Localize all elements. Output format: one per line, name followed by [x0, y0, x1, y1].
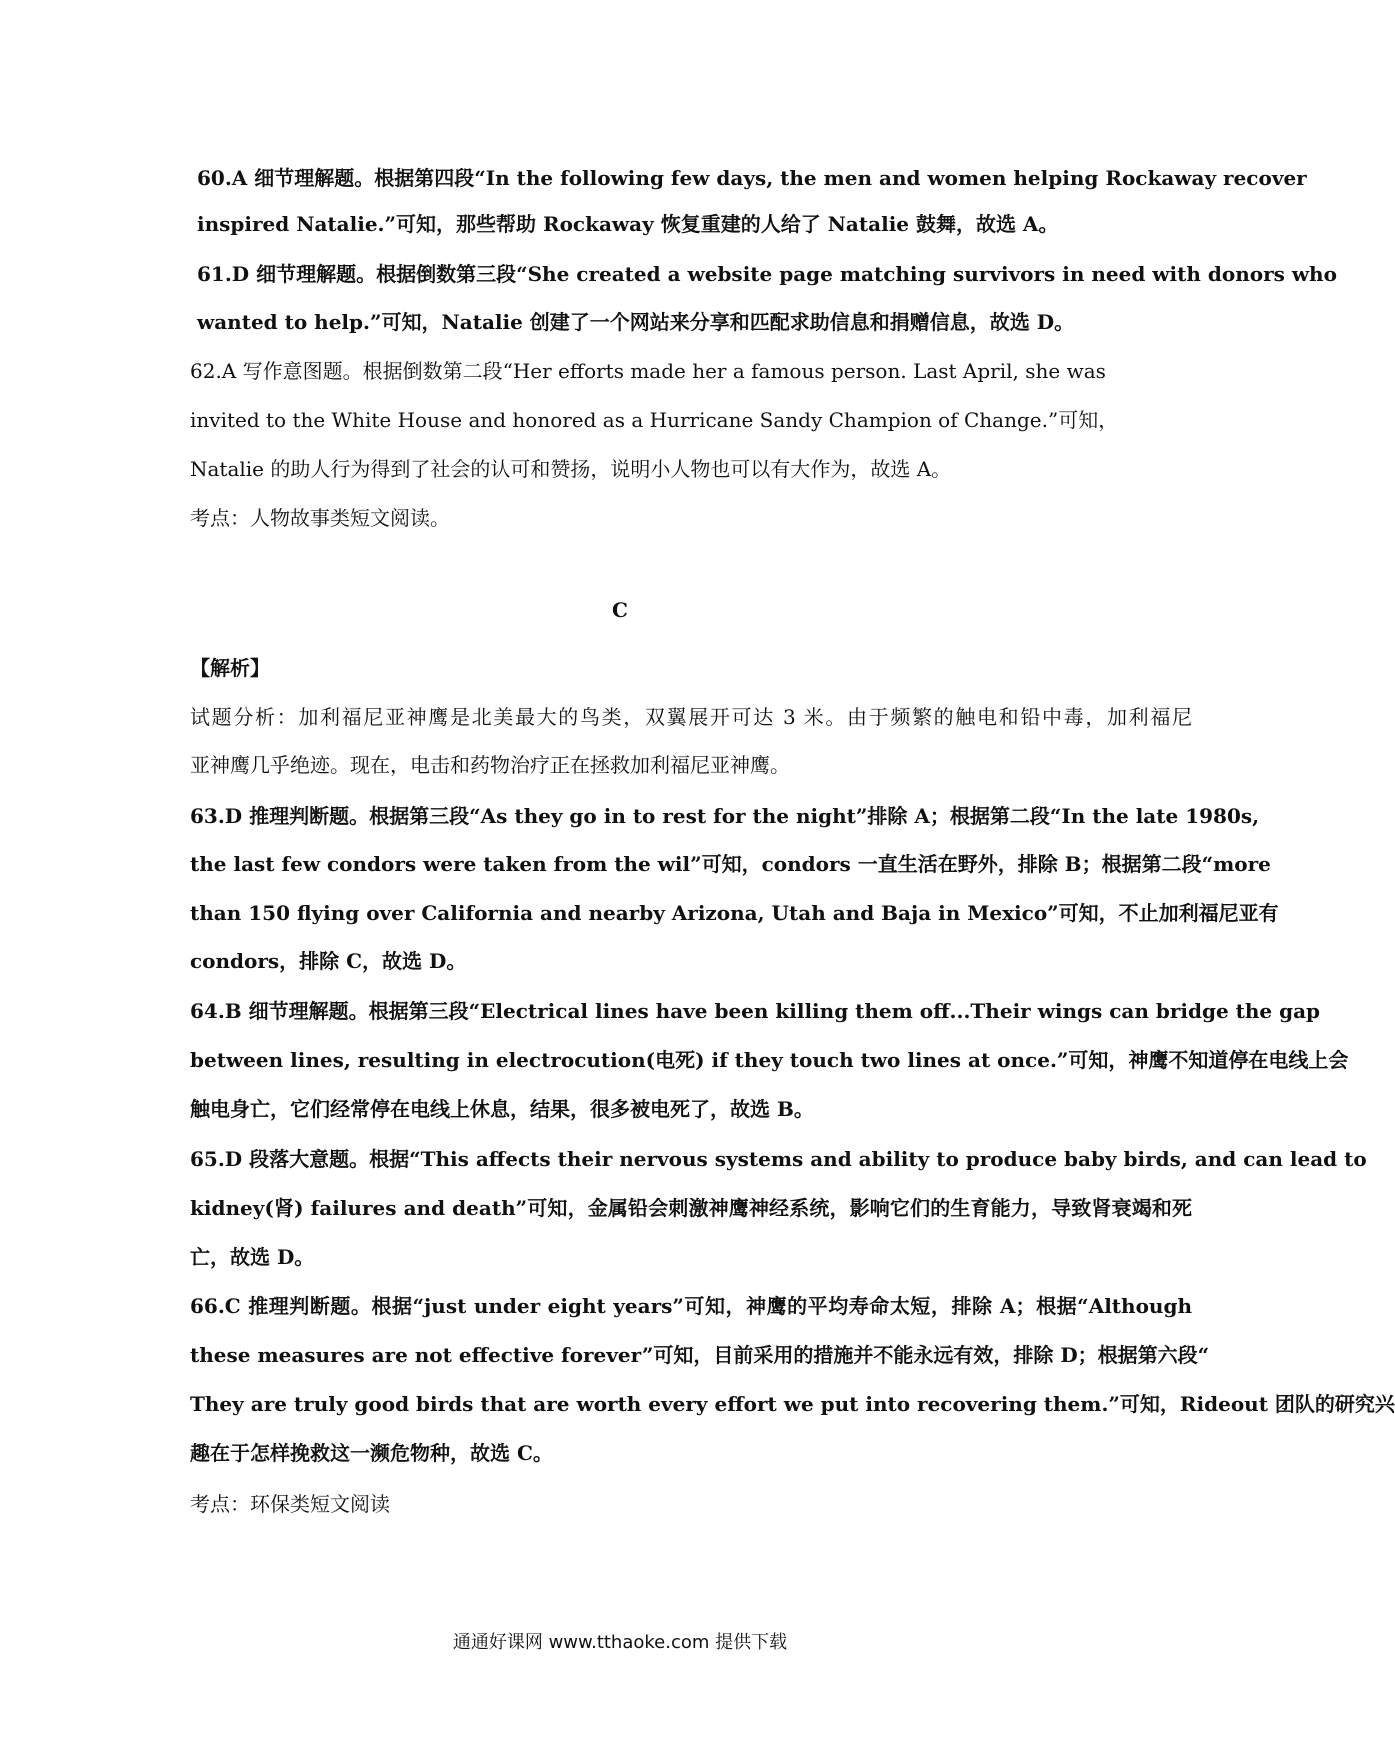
answer-63-line-2: the last few condors were taken from the wil”可知，condors 一直生活在野外，排除 B；根据第二段“more — [190, 852, 1271, 876]
footer-source: 通通好课网 www.tthaoke.com 提供下载 — [452, 1632, 788, 1653]
jiexi-heading — [190, 652, 1192, 681]
kaodian-b-text: 考点：人物故事类短文阅读。 — [190, 506, 450, 530]
answer-65-cont — [190, 1192, 1192, 1221]
answer-64 — [190, 995, 1321, 1024]
answer-64-line-3: 触电身亡，它们经常停在电线上休息，结果，很多被电死了，故选 B。 — [190, 1097, 814, 1121]
answer-62-line-1: 62.A 写作意图题。根据倒数第二段“Her efforts made her a famous person. Last April, she was — [190, 359, 1106, 383]
answer-64-line-1: 64.B 细节理解题。根据第三段“Electrical lines have been killing them off...Their wings can bridge the gap — [190, 999, 1321, 1023]
answer-65-line-3: 亡，故选 D。 — [190, 1245, 315, 1269]
section-c-title: C — [612, 598, 628, 622]
analysis — [190, 701, 1192, 730]
answer-65-line-2: kidney(肾) failures and death”可知，金属铅会刺激神鹰神经系统，影响它们的生育能力，导致肾衰竭和死 — [190, 1196, 1192, 1220]
answer-60-line-2: inspired Natalie.”可知，那些帮助 Rockaway 恢复重建的人给了 Natalie 鼓舞，故选 A。 — [197, 212, 1059, 236]
answer-61-line-1: 61.D 细节理解题。根据倒数第三段“She created a website page matching survivors in need with donors who — [197, 262, 1337, 286]
answer-66-cont3 — [190, 1437, 1192, 1466]
answer-63-line-1: 63.D 推理判断题。根据第三段“As they go in to rest for the night”排除 A；根据第二段“In the late 1980s, — [190, 804, 1260, 828]
answer-63-line-3: than 150 flying over California and nearby Arizona, Utah and Baja in Mexico”可知，不止加利福尼亚有 — [190, 901, 1279, 925]
answer-64-line-2: between lines, resulting in electrocution(电死) if they touch two lines at once.”可知，神鹰不知道停在电线上会 — [190, 1048, 1349, 1072]
answer-62-cont2 — [190, 453, 1192, 482]
analysis-line-1: 试题分析：加利福尼亚神鹰是北美最大的鸟类，双翼展开可达 3 米。由于频繁的触电和铅中毒，加利福尼 — [190, 705, 1192, 729]
answer-66-cont — [190, 1339, 1210, 1368]
answer-63 — [190, 800, 1260, 829]
answer-63-line-4: condors，排除 C，故选 D。 — [190, 949, 467, 973]
kaodian-b — [190, 502, 1192, 531]
answer-66-line-3: They are truly good birds that are worth every effort we put into recovering them.”可知，Rideout 团队的研究兴 — [190, 1392, 1395, 1416]
answer-63-cont3 — [190, 945, 1192, 974]
answer-60-cont — [190, 208, 1192, 237]
answer-62-line-2: invited to the White House and honored as a Hurricane Sandy Champion of Change.”可知， — [190, 408, 1119, 432]
answer-61-cont — [190, 306, 1192, 335]
kaodian-c — [190, 1488, 1192, 1517]
answer-66-cont2 — [190, 1388, 1395, 1417]
answer-60 — [190, 162, 1307, 191]
analysis-cont — [190, 749, 1192, 778]
answer-62-cont — [190, 404, 1192, 433]
answer-66-line-2: these measures are not effective forever”可知，目前采用的措施并不能永远有效，排除 D；根据第六段“ — [190, 1343, 1210, 1367]
kaodian-c-text: 考点：环保类短文阅读 — [190, 1492, 390, 1516]
answer-61-line-2: wanted to help.”可知，Natalie 创建了一个网站来分享和匹配求助信息和捐赠信息，故选 D。 — [197, 310, 1075, 334]
answer-65-cont2 — [190, 1241, 1192, 1270]
answer-62-line-3: Natalie 的助人行为得到了社会的认可和赞扬，说明小人物也可以有大作为，故选 A。 — [190, 457, 952, 481]
answer-63-cont2 — [190, 897, 1279, 926]
jiexi-heading-text: 【解析】 — [190, 656, 270, 680]
answer-65 — [190, 1143, 1367, 1172]
answer-62 — [190, 355, 1192, 384]
answer-60-line-1: 60.A 细节理解题。根据第四段“In the following few days, the men and women helping Rockaway recover — [197, 166, 1307, 190]
answer-65-line-1: 65.D 段落大意题。根据“This affects their nervous systems and ability to produce baby birds, and can lead to — [190, 1147, 1367, 1171]
answer-66-line-1: 66.C 推理判断题。根据“just under eight years”可知，神鹰的平均寿命太短，排除 A；根据“Although — [190, 1294, 1192, 1318]
answer-61 — [190, 258, 1337, 287]
answer-64-cont — [190, 1044, 1349, 1073]
answer-66-line-4: 趣在于怎样挽救这一濒危物种，故选 C。 — [190, 1441, 553, 1465]
answer-63-cont — [190, 848, 1271, 877]
answer-66 — [190, 1290, 1192, 1319]
answer-64-cont2 — [190, 1093, 1192, 1122]
analysis-line-2: 亚神鹰几乎绝迹。现在，电击和药物治疗正在拯救加利福尼亚神鹰。 — [190, 753, 790, 777]
